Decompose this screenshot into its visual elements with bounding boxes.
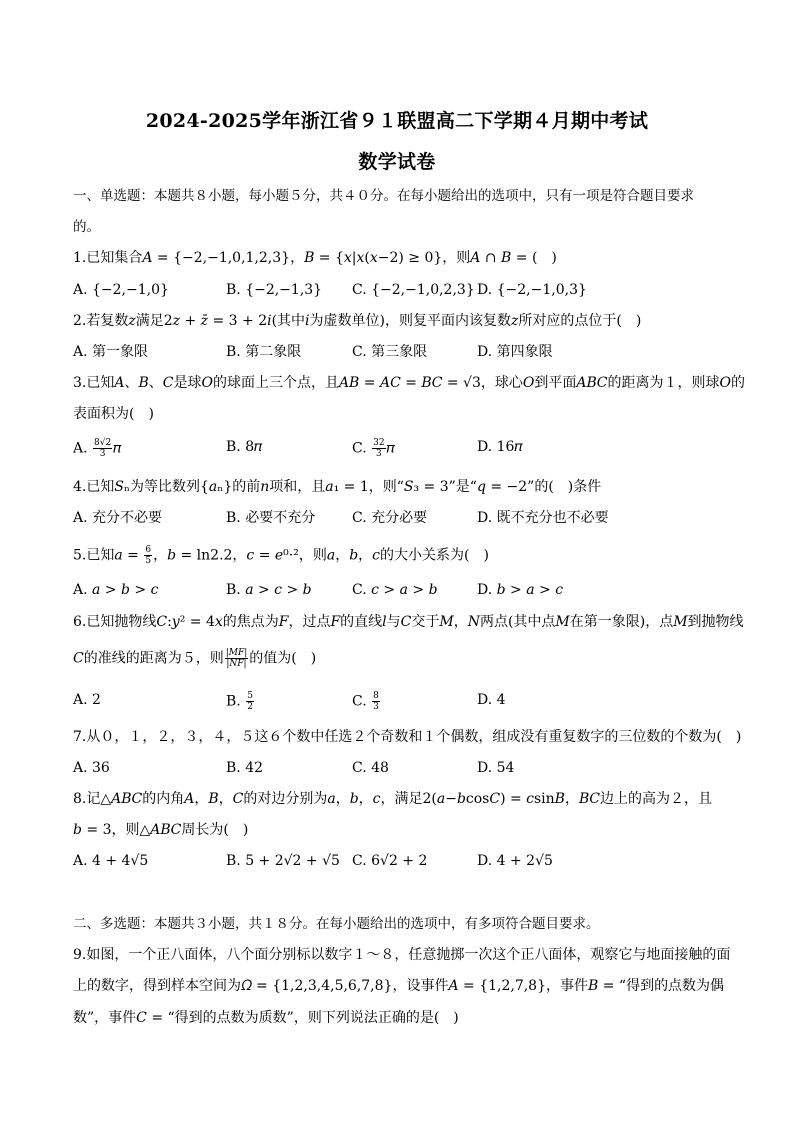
q8-options [73, 852, 733, 874]
q6-option-d: D. 4 [477, 692, 506, 708]
exam-subtitle: 数学试卷 [358, 151, 436, 173]
q4-option-b: B. 必要不充分 [226, 510, 316, 526]
q3-option-b: B. 8𝜋 [226, 439, 263, 455]
q7-option-c: C. 48 [352, 760, 389, 776]
q3-stem-line2: 表面积为( ) [73, 406, 154, 422]
q1-option-c: C. {−2,−1,0,2,3} [352, 282, 475, 298]
q9-stem-line2: 上的数字，得到样本空间为𝛺 = {1,2,3,4,5,6,7,8}，设事件𝐴 = {1,2,7,8}，事件𝐵 = “得到的点数为偶 [73, 978, 725, 994]
q8-option-c: C. 6√2 + 2 [352, 853, 428, 869]
q1-option-b: B. {−2,−1,3} [226, 282, 323, 298]
q5-fraction: $\frac{6}{5}$ [145, 545, 152, 566]
q5-stem: 5.已知𝑎 = $\frac{6}{5}$ ，𝑏 = ln2.2，𝑐 = 𝑒⁰·²，则𝑎，𝑏，𝑐的大小关系为( ) [73, 545, 489, 566]
q3-option-a: A. $\frac{8√2}{3}$ 𝜋 [73, 438, 122, 459]
section1-heading-cont: 的。 [73, 219, 100, 235]
q7-options [73, 759, 733, 781]
q6-option-c: C. $\frac{8}{3}$ [352, 691, 379, 712]
q3-options [73, 438, 733, 460]
q8-option-a: A. 4 + 4√5 [73, 853, 149, 869]
q6-options [73, 691, 733, 713]
q5-option-b: B. 𝑎 > 𝑐 > 𝑏 [226, 582, 312, 598]
q8-stem-line1: 8.记△𝐴𝐵𝐶的内角𝐴，𝐵，𝐶的对边分别为𝑎，𝑏，𝑐，满足2(𝑎−𝑏cos𝐶) = 𝑐sin𝐵，𝐵𝐶边上的高为２，且 [73, 791, 712, 807]
q3-option-c-fraction: $\frac{32}{3}$ [373, 438, 385, 459]
q3-stem-line1: 3.已知𝐴、𝐵、𝐶是球𝑂的球面上三个点，且𝐴𝐵 = 𝐴𝐶 = 𝐵𝐶 = √3，球心𝑂到平面𝐴𝐵𝐶的距离为１，则球𝑂的 [73, 375, 745, 391]
q8-option-d: D. 4 + 2√5 [477, 853, 553, 869]
q4-options [73, 509, 733, 531]
q6-fraction: $\frac{\text{|𝑀𝐹|}}{\text{|𝑁𝐹|}}$ [225, 648, 248, 669]
exam-title: 2024-2025学年浙江省９１联盟高二下学期４月期中考试 [145, 110, 649, 132]
q3-option-c: C. $\frac{32}{3}$ 𝜋 [352, 438, 395, 459]
q1-option-a: A. {−2,−1,0} [73, 282, 169, 298]
q9-stem-line3: 数”，事件𝐶 = “得到的点数为质数”，则下列说法正确的是( ) [73, 1010, 459, 1026]
q3-option-d: D. 16𝜋 [477, 439, 523, 455]
q1-option-d: D. {−2,−1,0,3} [477, 282, 587, 298]
q5-options [73, 581, 733, 603]
q8-option-b: B. 5 + 2√2 + √5 [226, 853, 340, 869]
q1-options [73, 281, 733, 303]
q2-option-b: B. 第二象限 [226, 344, 302, 360]
q7-option-b: B. 42 [226, 760, 264, 776]
q7-option-a: A. 36 [73, 760, 110, 776]
q2-option-c: C. 第三象限 [352, 344, 428, 360]
q2-option-a: A. 第一象限 [73, 344, 149, 360]
q6-option-b-fraction: $\frac{5}{2}$ [247, 691, 253, 712]
q5-option-d: D. 𝑏 > 𝑎 > 𝑐 [477, 582, 564, 598]
q5-option-a: A. 𝑎 > 𝑏 > 𝑐 [73, 582, 159, 598]
q4-option-d: D. 既不充分也不必要 [477, 510, 609, 526]
q6-stem-line2: 𝐶的准线的距离为５，则 $\frac{\text{|𝑀𝐹|}}{\text{|𝑁𝐹|}}$ 的值为( ) [73, 648, 317, 669]
q4-option-a: A. 充分不必要 [73, 510, 163, 526]
section1-heading: 一、单选题：本题共８小题，每小题５分，共４０分。在每小题给出的选项中，只有一项是符合题目要求 [73, 188, 694, 204]
q6-option-a: A. 2 [73, 692, 101, 708]
q6-option-b: B. $\frac{5}{2}$ [226, 691, 253, 712]
q2-options [73, 343, 733, 365]
section2-heading: 二、多选题：本题共３小题，共１８分。在每小题给出的选项中，有多项符合题目要求。 [73, 916, 600, 932]
q7-option-d: D. 54 [477, 760, 515, 776]
q4-stem: 4.已知𝑆ₙ为等比数列{𝑎ₙ}的前𝑛项和，且𝑎₁ = 1，则“𝑆₃ = 3”是“𝑞 = −2”的( )条件 [73, 479, 602, 495]
q9-stem-line1: 9.如图，一个正八面体，八个面分别标以数字１～８，任意抛掷一次这个正八面体，观察它与地面接触的面 [73, 947, 731, 963]
q2-stem: 2.若复数𝑧满足2𝑧 + 𝑧̄ = 3 + 2𝑖(其中𝑖为虚数单位)，则复平面内该复数𝑧所对应的点位于( ) [73, 313, 642, 329]
q4-option-c: C. 充分必要 [352, 510, 428, 526]
q8-stem-line2: 𝑏 = 3，则△𝐴𝐵𝐶周长为( ) [73, 822, 249, 838]
q2-option-d: D. 第四象限 [477, 344, 553, 360]
q6-option-c-fraction: $\frac{8}{3}$ [373, 691, 379, 712]
q7-stem: 7.从０，１，２，３，４，５这６个数中任选２个奇数和１个偶数，组成没有重复数字的三位数的个数为( ) [73, 729, 742, 745]
q1-stem: 1.已知集合𝐴 = {−2,−1,0,1,2,3}，𝐵 = {𝑥|𝑥(𝑥−2) ≥ 0}，则𝐴 ∩ 𝐵 = ( ) [73, 250, 557, 266]
q6-stem-line1: 6.已知抛物线𝐶:𝑦² = 4𝑥的焦点为𝐹，过点𝐹的直线𝑙与𝐶交于𝑀，𝑁两点(其中点𝑀在第一象限)，点𝑀到抛物线 [73, 614, 744, 630]
q3-option-a-fraction: $\frac{8√2}{3}$ [94, 438, 112, 459]
q5-option-c: C. 𝑐 > 𝑎 > 𝑏 [352, 582, 438, 598]
